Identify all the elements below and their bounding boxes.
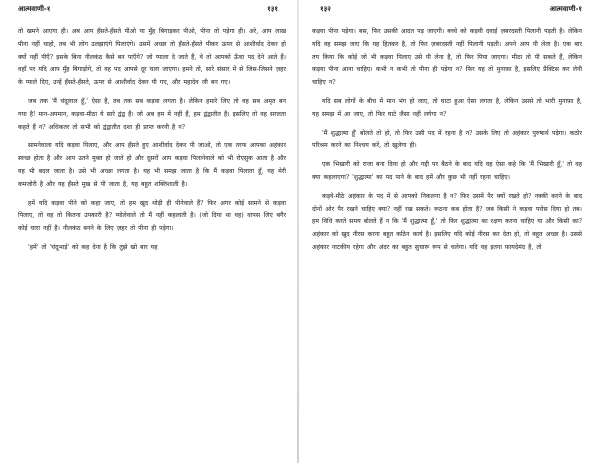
left-page [18, 0, 286, 463]
left-page-body [18, 26, 286, 255]
left-page-header [18, 4, 286, 18]
paragraph: एक भिखारी को राजा बना दिया हो और गद्दी पर बैठने के बाद यदि वह ऐसा कहे कि 'मैं भिखारी हूँ,' तो वह क्या कहलाएगा? 'शुद्धात्मा' का पद पाने के बाद हमें और कुछ भी नहीं रहना चाहिए। [312, 161, 582, 181]
paragraph: सामनेवाला यदि कड़वा पिलाए, और आप हँसते हुए आशीर्वाद देकर पी जाओ, तो एक तरफ आपका अहंकार स्वच्छ होता है और आप उतने मुक्त हो जाते हो और दूसरों आप कड़वा पिलानेवाले को भी रोएसुक आता है और वह भी बदल जाता है। उसे भी अच्छा लगता है। यह भी समझ जाता है कि मैं कड़वा पिलाता हूँ, यह मेरी कमजोरी है और यह हँसते मुख से पी जाता है, यह बहुत शक्तिशाली है। [18, 142, 286, 188]
page-gutter [297, 0, 299, 463]
right-page-number: १३२ [320, 4, 331, 13]
paragraph: यदि सब लोगों के बीच में मान भंग हो जाए, तो घाटा हुआ ऐसा लगता है, लेकिन उससे तो भारी मुनाफ़ा है, यह समझ में आ जाए, तो फिर घाटे जैसा नहीं लगेगा न? [312, 97, 582, 118]
paragraph: कड़वा पीना पड़ेगा। बस, फिर उसकी आदत पड़ जाएगी। बच्चे को कड़वी दवाई ज़बरदस्ती पिलानी पड़ती है। लेकिन यदि वह समझ जाए कि यह हितकर है, तो फिर ज़बरदस्ती नहीं पिलानी पड़ती। अपने आप पी लेता है। एक बार तय किया कि कोई जो भी कड़वा पिलाए उसे पी लेना है, तो फिर पिया जाएगा। मीठा तो पी सकते हैं, लेकिन कड़वा पीना आना चाहिए। कभी न कभी तो पीना ही पड़ेगा न? फिर यह तो मुनाफ़ा है, इसलिए प्रैक्टिस कर लेनी चाहिए न? [312, 28, 582, 87]
left-page-number: १३१ [267, 4, 278, 13]
paragraph: कड़वे-मीठे अहंकार के पद में से आपको निकलना है न? फिर उसमें पैर क्यों रखते हो? नक्की करने के बाद दोनों ओर पैर रखने चाहिए क्या? नहीं रख सकते। रूठना कब होता है? जब किसी ने कड़वा परोस दिया हो तब। हम विधि करते समय बोलते हैं न कि 'मैं शुद्धात्मा हूँ,' तो फिर शुद्धात्मा का रक्षण करना चाहिए या और किसी का? अहंकार को खुद नीरस करना बहुत कठिन कार्य है। इसलिए यदि कोई नीरस कर देता हो, तो बहुत अच्छा है। उससे अहंकार नाटकीय रहेगा और अंदर का बहुत सुचारू रूप से चलेगा। यदि वह इतना फ़ायदेमंद है, तो [312, 192, 582, 251]
right-page [312, 0, 582, 463]
paragraph: हमें यदि कड़वा पीने को कहा जाए, तो हम खुद थोड़ी ही पीनेवाले हैं? फिर अगर कोई सामने से कड़वा पिलाए, तो वह तो कितना उपकारी है? प्योलेवाले तो मैं नहीं कहलाती है। (जो दिया था वह) वापस लिए बगैर कोई चारा नहीं है। नीलकंठ बनने के लिए ज़हर तो पीना ही पड़ेगा। [18, 199, 286, 233]
right-page-body [312, 26, 582, 255]
right-running-title: आत्मवाणी-१ [549, 4, 582, 13]
paragraph: जब तक 'मैं चंदूलाल हूँ,' ऐसा है, तब तक सब कड़वा लगता है। लेकिन हमारे लिए तो वह सब अमृत बन गया है! मान-अपमान, कड़वा-मीठा ये सारे द्वंद्व हैं। जो अब हम में नहीं हैं, हम द्वंद्वातीत हैं। इसलिए तो वह सरलता कहते हैं न? अधिकतर तो सभी को द्वंद्वातीत दशा ही प्राप्त करनी है न? [18, 97, 286, 131]
paragraph: 'हमें' तो 'चंदूभाई' को कह देना है कि तुझे खो बार यह [28, 243, 158, 251]
paragraph: तो खमने आएगा ही। अब आप हँसते-हँसते पीओ या मुँह बिगाड़कर पीओ, पीना तो पड़ेगा ही। अरे, आप लाख पीना नहीं चाहो, तब भी लोग उलझाएंगे पिलाएंगे। उसमें अच्छा तो हँसते-हँसते पीकर ऊपर से आशीर्वाद देकर हो क्यों नहीं पीएँ? इसके बिना नीलकंठ कैसे बन पाएँगे? जो प्याला दे जाते हैं, वे तो आपको ऊँचा पद देने आते हैं। वहाँ पर यदि आप मुँह बिगाड़ोगे, तो वह पद आपसे दूर चला जाएगा। हमने तो, सारे संसार में से जिस-जिसने ज़हर के प्याले दिए, उन्हें हँसते-हँसते, ऊपर से आशीर्वाद देकर पी गए, और महादेव जी बन गए। [18, 28, 286, 87]
right-page-header [312, 4, 582, 18]
left-running-title: आत्मवाणी-१ [18, 4, 51, 13]
paragraph: 'मैं शुद्धात्मा हूँ' बोलते तो हो, तो फिर उसी पद में रहना है न? उसके लिए तो अहंकार पुरुषार्थ पड़ेगा। कठोर परिश्रम करने का निश्चय करें, तो खुलेगा ही। [312, 129, 582, 150]
